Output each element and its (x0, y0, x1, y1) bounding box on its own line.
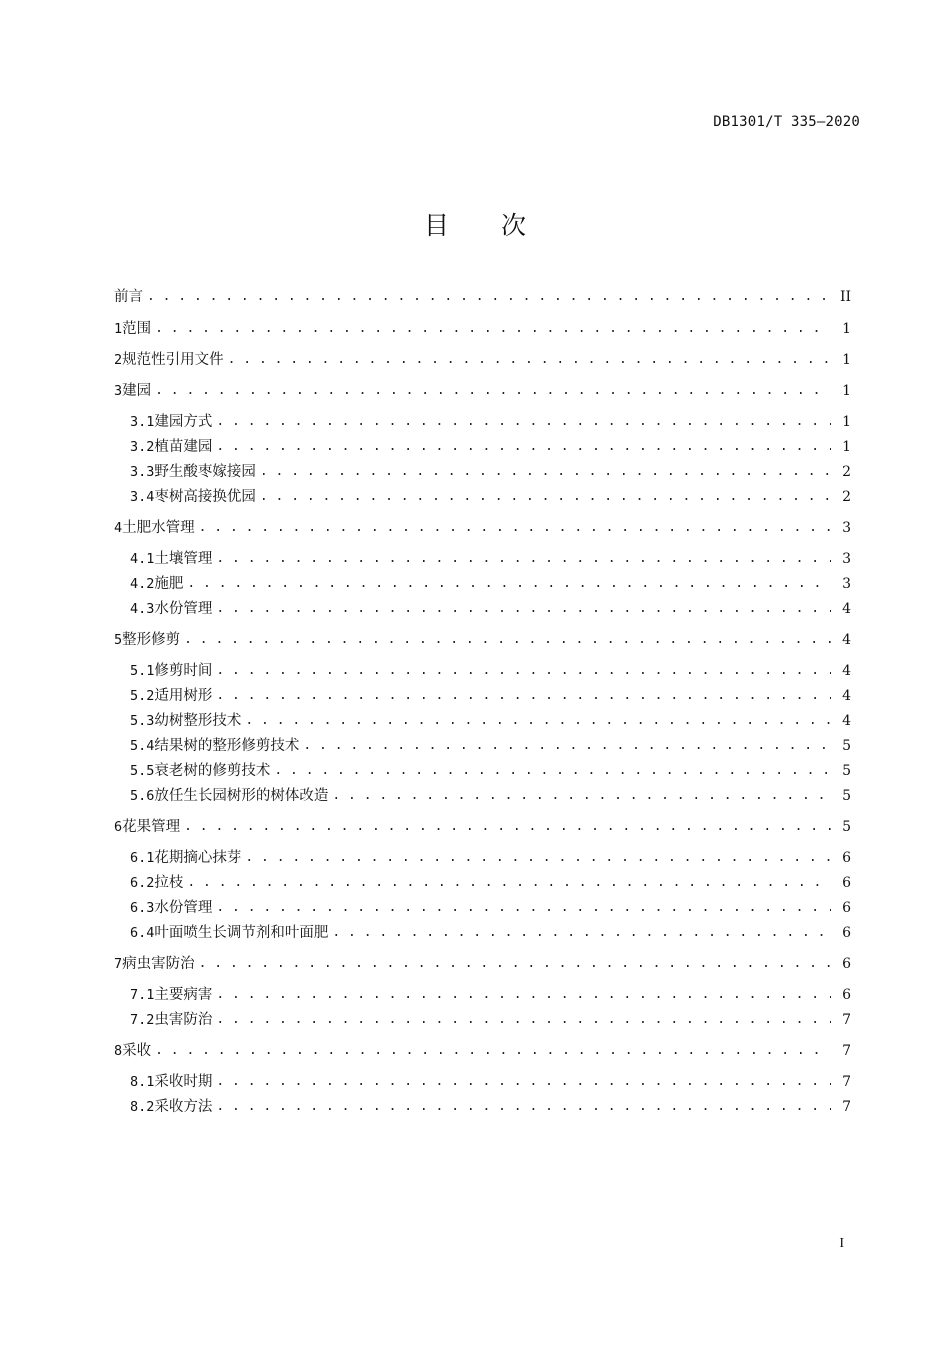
toc-entry-8[interactable] (114, 1040, 851, 1062)
toc-entry-5-2[interactable] (130, 685, 851, 707)
dot-leader (245, 847, 831, 869)
toc-entry-5-3[interactable] (130, 710, 851, 732)
toc-entry-3-3[interactable] (130, 461, 851, 483)
toc-entry-page: 7 (842, 1099, 851, 1115)
toc-entry-page: 1 (842, 414, 851, 430)
toc-entry-page: 6 (842, 956, 851, 972)
toc-entry-label: 枣树高接换优园 (154, 489, 256, 505)
toc-entry-number: 4.3 (130, 601, 155, 617)
toc-entry-number: 8 (114, 1043, 123, 1059)
toc-entry-3-2[interactable] (130, 436, 851, 458)
toc-entry-5-1[interactable] (130, 660, 851, 682)
toc-entry-number: 8.1 (130, 1074, 155, 1090)
toc-entry-label: 水份管理 (154, 900, 213, 916)
dot-leader (228, 349, 831, 371)
toc-entry-label: 施肥 (154, 576, 184, 592)
toc-entry-label: 主要病害 (154, 987, 213, 1003)
toc-entry-label: 病虫害防治 (122, 956, 195, 972)
dot-leader (216, 897, 831, 919)
dot-leader (274, 760, 831, 782)
toc-entry-number: 3.2 (130, 439, 155, 455)
toc-entry-label: 采收时期 (154, 1074, 213, 1090)
toc-entry-page: 4 (842, 663, 851, 679)
toc-entry-foreword[interactable] (114, 286, 851, 308)
toc-entry-number: 6.3 (130, 900, 155, 916)
dot-leader (245, 710, 831, 732)
toc-entry-label: 前言 (114, 289, 143, 305)
dot-leader (216, 598, 831, 620)
toc-entry-page: II (839, 289, 851, 305)
toc-entry-label: 整形修剪 (122, 632, 181, 648)
toc-entry-label: 采收方法 (154, 1099, 213, 1115)
dot-leader (216, 1009, 831, 1031)
toc-entry-page: 1 (842, 439, 851, 455)
toc-entry-label: 水份管理 (154, 601, 213, 617)
dot-leader (332, 785, 831, 807)
toc-entry-7-1[interactable] (130, 984, 851, 1006)
toc-entry-page: 6 (842, 875, 851, 891)
toc-entry-5[interactable] (114, 629, 851, 651)
toc-entry-page: 6 (842, 987, 851, 1003)
toc-entry-page: 5 (842, 738, 851, 754)
toc-entry-number: 4.1 (130, 551, 155, 567)
toc-entry-page: 1 (842, 321, 851, 337)
dot-leader (199, 953, 831, 975)
dot-leader (260, 461, 831, 483)
toc-entry-6-3[interactable] (130, 897, 851, 919)
toc-entry-8-1[interactable] (130, 1071, 851, 1093)
toc-entry-number: 3.1 (130, 414, 155, 430)
toc-entry-number: 5.5 (130, 763, 155, 779)
toc-entry-page: 4 (842, 713, 851, 729)
toc-entry-page: 5 (842, 763, 851, 779)
toc-entry-label: 修剪时间 (154, 663, 213, 679)
toc-entry-number: 2 (114, 352, 123, 368)
toc-entry-7-2[interactable] (130, 1009, 851, 1031)
toc-entry-number: 3.4 (130, 489, 155, 505)
toc-entry-8-2[interactable] (130, 1096, 851, 1118)
toc-entry-page: 7 (842, 1043, 851, 1059)
toc-entry-page: 5 (842, 819, 851, 835)
footer-page-number: I (839, 1236, 844, 1251)
toc-entry-6-1[interactable] (130, 847, 851, 869)
toc-entry-page: 6 (842, 925, 851, 941)
toc-entry-label: 野生酸枣嫁接园 (154, 464, 256, 480)
dot-leader (187, 872, 831, 894)
toc-entry-page: 4 (842, 601, 851, 617)
toc-entry-number: 5 (114, 632, 123, 648)
toc-entry-5-4[interactable] (130, 735, 851, 757)
toc-entry-number: 6.4 (130, 925, 155, 941)
toc-entry-number: 5.4 (130, 738, 155, 754)
toc-entry-label: 土壤管理 (154, 551, 213, 567)
toc-entry-number: 7.1 (130, 987, 155, 1003)
toc-title: 目 次 (424, 211, 548, 240)
toc-entry-page: 3 (842, 551, 851, 567)
toc-entry-label: 放任生长园树形的树体改造 (154, 788, 329, 804)
dot-leader (155, 380, 831, 402)
toc-entry-6[interactable] (114, 816, 851, 838)
dot-leader (216, 436, 831, 458)
toc-entry-3[interactable] (114, 380, 851, 402)
toc-entry-page: 2 (842, 464, 851, 480)
toc-entry-label: 结果树的整形修剪技术 (154, 738, 300, 754)
dot-leader (184, 629, 831, 651)
toc-entry-number: 5.3 (130, 713, 155, 729)
toc-entry-page: 4 (842, 688, 851, 704)
toc-entry-label: 土肥水管理 (122, 520, 195, 536)
dot-leader (216, 548, 831, 570)
toc-entry-number: 3 (114, 383, 123, 399)
toc-entry-page: 4 (842, 632, 851, 648)
toc-entry-6-4[interactable] (130, 922, 851, 944)
toc-entry-6-2[interactable] (130, 872, 851, 894)
toc-entry-7[interactable] (114, 953, 851, 975)
toc-entry-label: 建园 (122, 383, 152, 399)
dot-leader (155, 318, 831, 340)
toc-entry-page: 7 (842, 1074, 851, 1090)
toc-entry-number: 8.2 (130, 1099, 155, 1115)
toc-entry-label: 叶面喷生长调节剂和叶面肥 (154, 925, 329, 941)
toc-entry-page: 3 (842, 520, 851, 536)
toc-entry-number: 4 (114, 520, 123, 536)
toc-entry-page: 2 (842, 489, 851, 505)
dot-leader (260, 486, 831, 508)
dot-leader (332, 922, 831, 944)
toc-entry-label: 花果管理 (122, 819, 181, 835)
toc-entry-page: 3 (842, 576, 851, 592)
toc-entry-page: 1 (842, 352, 851, 368)
toc-entry-4-1[interactable] (130, 548, 851, 570)
toc-entry-4-2[interactable] (130, 573, 851, 595)
toc-entry-label: 植苗建园 (154, 439, 213, 455)
toc-entry-label: 拉枝 (154, 875, 184, 891)
toc-entry-page: 7 (842, 1012, 851, 1028)
toc-entry-label: 适用树形 (154, 688, 213, 704)
toc-entry-number: 7 (114, 956, 123, 972)
toc-entry-number: 5.2 (130, 688, 155, 704)
toc-entry-4[interactable] (114, 517, 851, 539)
toc-entry-page: 6 (842, 850, 851, 866)
toc-entry-label: 花期摘心抹芽 (154, 850, 242, 866)
toc-entry-4-3[interactable] (130, 598, 851, 620)
toc-entry-number: 7.2 (130, 1012, 155, 1028)
toc-entry-label: 建园方式 (154, 414, 213, 430)
dot-leader (147, 286, 831, 308)
toc-entry-3-4[interactable] (130, 486, 851, 508)
dot-leader (184, 816, 831, 838)
toc-entry-page: 6 (842, 900, 851, 916)
toc-entry-page: 1 (842, 383, 851, 399)
toc-entry-number: 6.2 (130, 875, 155, 891)
toc-entry-number: 3.3 (130, 464, 155, 480)
toc-entry-1[interactable] (114, 318, 851, 340)
dot-leader (216, 1071, 831, 1093)
toc-entry-label: 规范性引用文件 (122, 352, 224, 368)
toc-entry-page: 5 (842, 788, 851, 804)
toc-entry-5-5[interactable] (130, 760, 851, 782)
dot-leader (216, 411, 831, 433)
toc-entry-label: 虫害防治 (154, 1012, 213, 1028)
dot-leader (199, 517, 831, 539)
toc-entry-5-6[interactable] (130, 785, 851, 807)
toc-entry-number: 6 (114, 819, 123, 835)
toc-entry-label: 幼树整形技术 (154, 713, 242, 729)
dot-leader (216, 984, 831, 1006)
dot-leader (216, 660, 831, 682)
toc-entry-label: 采收 (122, 1043, 152, 1059)
toc-entry-label: 范围 (122, 321, 152, 337)
dot-leader (216, 685, 831, 707)
toc-entry-3-1[interactable] (130, 411, 851, 433)
dot-leader (155, 1040, 831, 1062)
toc-entry-number: 5.1 (130, 663, 155, 679)
toc-entry-number: 5.6 (130, 788, 155, 804)
dot-leader (216, 1096, 831, 1118)
toc-entry-label: 衰老树的修剪技术 (154, 763, 271, 779)
toc-entry-2[interactable] (114, 349, 851, 371)
document-code: DB1301/T 335—2020 (713, 114, 860, 130)
dot-leader (187, 573, 831, 595)
toc-entry-number: 6.1 (130, 850, 155, 866)
toc-entry-number: 4.2 (130, 576, 155, 592)
dot-leader (303, 735, 831, 757)
toc-entry-number: 1 (114, 321, 123, 337)
